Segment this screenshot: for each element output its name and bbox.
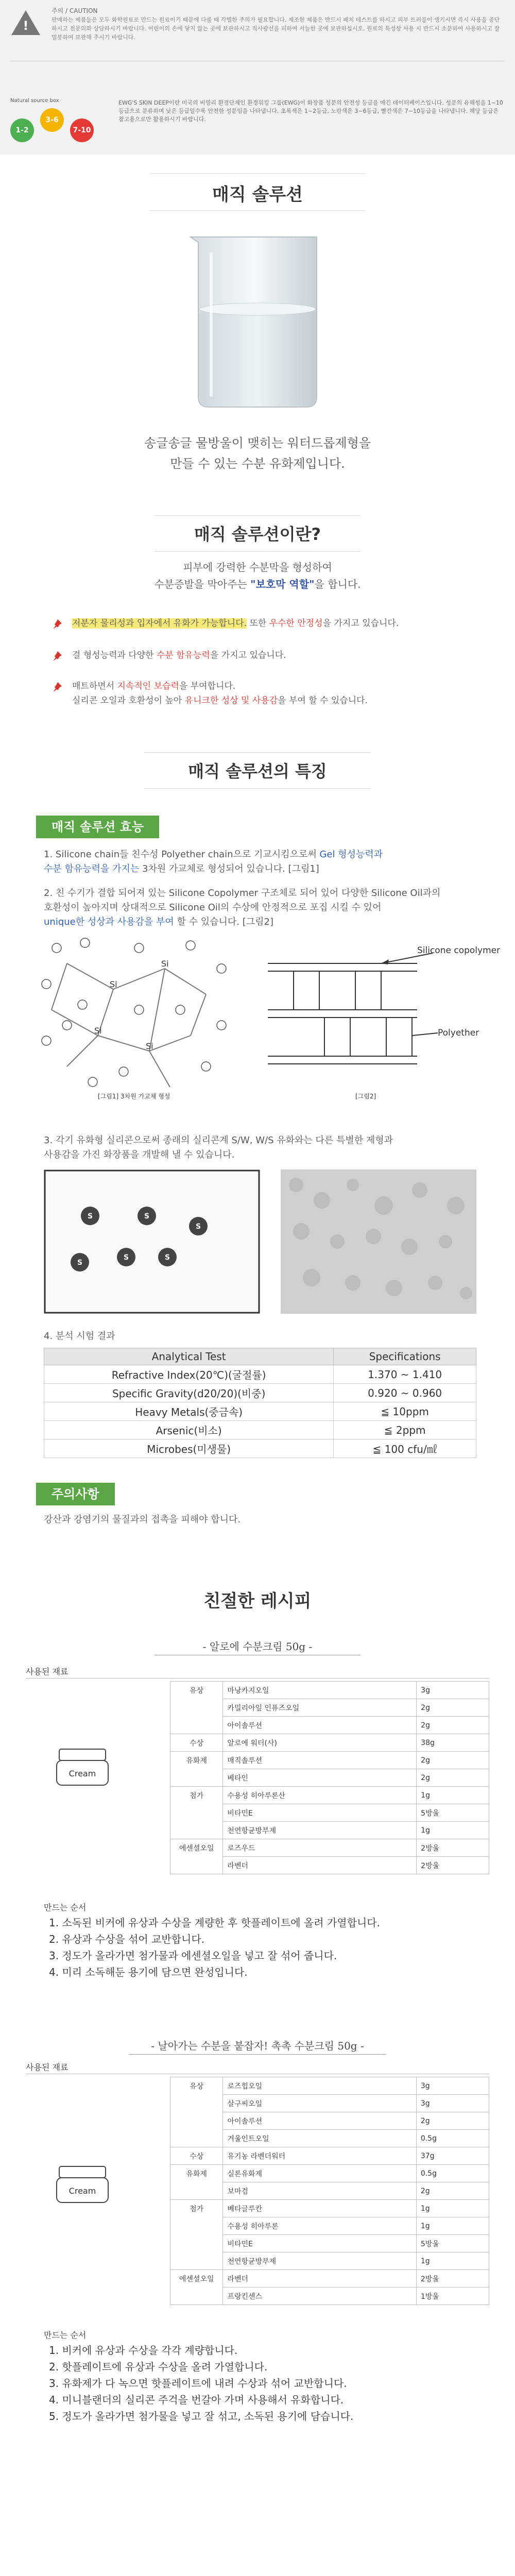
natural-label: Natural source box — [10, 98, 59, 104]
table-row: 베타인 2g — [170, 1769, 489, 1787]
table-row: 보마검 2g — [170, 2182, 489, 2200]
ewg-grade-box — [10, 98, 98, 155]
table-row: 카밀리아잎 인퓨즈오일 2g — [170, 1699, 489, 1717]
pushpin-icon — [52, 618, 63, 630]
table-row: 겨울인트오일 0.5g — [170, 2130, 489, 2147]
table-row: 유화제 매직솔루션 2g — [170, 1752, 489, 1769]
polyether-label: Polyether — [438, 1028, 479, 1038]
divider — [26, 1678, 489, 1679]
caution-title: 주의 / CAUTION — [52, 7, 98, 14]
figure-2-copolymer — [263, 933, 501, 1103]
ewg-description: EWG'S SKIN DEEP이란 미국의 비영리 환경단체인 환경워킹 그룹(EWG)이 화장품 성분의 안전성 등급을 매긴 데이터베이스입니다. 성분의 유해성을 1~10 등급으로 분류하며 낮은 등급일수록 안전한 성분임을 나타냅니다. 초록색은 1~2등급, 노란색은 3~6등급, 빨간색은 7~10등급을 나타냅니다. 해당 등급은 참고용으로만 활용하시기 바랍니다. — [118, 99, 503, 123]
table-row: 천연항균방부제 1g — [170, 1822, 489, 1839]
figure-1-network — [36, 933, 237, 1103]
recipe-1-ingredients-label: 사용된 재료 — [26, 1667, 68, 1676]
cream-jar-icon — [54, 1747, 111, 1788]
svg-text:S: S — [144, 1212, 150, 1221]
table-row: 아이솔루션 2g — [170, 1717, 489, 1734]
what-line2: 수분증발을 막아주는 "보호막 역할"을 합니다. — [154, 578, 361, 590]
recipe-1-steps-title: 만드는 순서 — [44, 1903, 87, 1912]
grade-badge-yellow: 3-6 — [40, 108, 64, 132]
table-row: Microbes(미생물) ≦ 100 cfu/㎖ — [44, 1439, 476, 1458]
notice-text: 강산과 강염기의 물질과의 접촉을 피해야 합니다. — [44, 1514, 241, 1525]
spec-header-row: Analytical Test Specifications — [44, 1348, 476, 1365]
table-row: Heavy Metals(중금속) ≦ 10ppm — [44, 1402, 476, 1421]
caution-text: 판매하는 제품들은 모두 화학원료로 만드는 원료이기 때문에 다룰 때 각별한 주의가 필요합니다. 제조한 제품은 반드시 패치 테스트를 하시고 피부 트러블이 생기시면 즉시 사용을 중단하시고 전문의와 상담하시기 바랍니다. 어린이의 손에 닿지 않는 곳에 보관하시고 직사광선을 피하여 서늘한 곳에 보관하십시오. 원료의 특성상 사용 시 반드시 소분하여 사용하시고 잘 밀봉하여 보관해 주시기 바랍니다. — [52, 16, 500, 41]
grade-badge-green: 1-2 — [10, 118, 34, 142]
table-row: Specific Gravity(d20/20)(비중) 0.920 ~ 0.960 — [44, 1384, 476, 1402]
svg-text:S: S — [164, 1253, 170, 1262]
recipe-1-steps — [49, 1914, 492, 1980]
svg-text:S: S — [77, 1259, 83, 1267]
what-line1: 피부에 강력한 수분막을 형성하여 — [183, 561, 332, 573]
svg-text:Cream: Cream — [68, 1769, 96, 1778]
table-row: 에센셜오일 라벤더 2방울 — [170, 2270, 489, 2287]
copolymer-label: Silicone copolymer — [417, 945, 501, 956]
feature-item-1: 1. Silicone chain들 친수성 Polyether chain으로 기교시킴으로써 Gel 형성능력과 수분 함유능력을 가지는 3차원 가교체로 형성되어 있습니다. [그림1] — [44, 849, 383, 874]
svg-text:S: S — [195, 1223, 201, 1231]
table-row: 첨가 베타글루칸 1g — [170, 2200, 489, 2217]
point-3: 매트하면서 지속적인 보습력을 부여합니다. 실리콘 오일과 호환성이 높아 유니크한 성상 및 사용감을 부여 할 수 있습니다. — [52, 679, 505, 708]
table-row: 라벤더 2방울 — [170, 1857, 489, 1874]
list-item: 3. 유화제가 다 녹으면 핫플레이트에 내려 수상과 섞어 교반합니다. — [49, 2377, 347, 2389]
point-1: 저분자 물리성과 입자에서 유화가 가능합니다. 또한 우수한 안정성을 가지고 있습니다. — [52, 616, 505, 631]
svg-text:Si: Si — [110, 979, 117, 989]
divider — [154, 515, 360, 516]
table-row: 수용성 히아루론 1g — [170, 2217, 489, 2235]
list-item: 1. 소독된 비커에 유상과 수상을 계량한 후 핫플레이트에 올려 가열합니다. — [49, 1917, 380, 1929]
features-title: 매직 솔루션의 특징 — [188, 761, 327, 781]
table-row: 비타민E 5방울 — [170, 2235, 489, 2252]
caution-section: ! 주의 / CAUTION 판매하는 제품들은 모두 화학원료로 만드는 원료이기 때문에 다룰 때 각별한 주의가 필요합니다. 제조한 제품은 반드시 패치 테스트를 하시고 피부 트러블이 생기시면 즉시 사용을 중단하시고 전문의와 상담하시기 바랍니다. 어린이의 손에 닿지 않는 곳에 보관하시고 직사광선을 피하여 서늘한 곳에 보관하십시오. 원료의 특성상 사용 시 반드시 소분하여 사용하시고 잘 밀봉하여 보관해 주시기 바랍니다. Natural source box 1-2 3-6 7-10 EWG'S SKIN DEEP이란 미국의 비영리 환경단체인 환경워킹 그룹(EWG)이 화장품 성분의 안전성 등급을 매긴 데이터베이스입니다. 성분의 유해성을 1~10 등급으로 분류하며 낮은 등급일수록 안전한 성분임을 나타냅니다. 초록색은 1~2등급, 노란색은 3~6등급, 빨간색은 7~10등급을 나타냅니다. 해당 등급은 참고용으로만 활용하시기 바랍니다. — [0, 0, 515, 155]
figure-1-caption: [그림1] 3차원 가교체 형성 — [98, 1093, 170, 1100]
feature-item-3: 3. 각기 유화형 실리콘으로써 종래의 실리콘계 S/W, W/S 유화와는 다른 특별한 제형과 사용감을 가진 화장품을 개발해 낼 수 있습니다. — [44, 1135, 393, 1160]
cream-jar-icon — [54, 2164, 111, 2205]
svg-text:Cream: Cream — [68, 2186, 96, 2196]
hero-desc-line1: 송글송글 물방울이 맺히는 워터드롭제형을 — [144, 436, 371, 450]
table-row: 에센셜오일 로즈우드 2방울 — [170, 1839, 489, 1857]
table-row: 수상 알로에 워터(사) 38g — [170, 1734, 489, 1752]
point-2: 결 형성능력과 다양한 수분 함유능력을 가지고 있습니다. — [52, 648, 505, 663]
notice-tag: 주의사항 — [36, 1484, 115, 1502]
divider — [149, 210, 366, 211]
what-title: 매직 솔루션이란? — [194, 524, 321, 544]
divider — [154, 551, 360, 552]
recipe-2-steps — [49, 2342, 492, 2425]
svg-text:S: S — [123, 1253, 129, 1262]
recipe-1-table — [170, 1681, 489, 1874]
table-row: 살구씨오일 3g — [170, 2095, 489, 2112]
recipe-2-title: - 날아가는 수분을 붙잡자! 촉촉 수분크림 50g - — [151, 2040, 364, 2052]
figure-2-caption: [그림2] — [355, 1093, 376, 1100]
list-item: 5. 정도가 올라가면 첨가물을 넣고 잘 섞고, 소독된 용기에 담습니다. — [49, 2410, 354, 2422]
feature-item-2: 2. 친 수기가 결합 되어져 있는 Silicone Copolymer 구조체로 되어 있어 다양한 Silicone Oil과의 호환성이 높아지며 상대적으로 Silicone Oil의 수상에 안정적으로 포집 시킬 수 있어 unique한 성상과 사용감을 부여 할 수 있습니다. [그림2] — [44, 888, 441, 927]
recipe-2-steps-title: 만드는 순서 — [44, 2330, 87, 2340]
table-row: Refractive Index(20℃)(굴절률) 1.370 ~ 1.410 — [44, 1365, 476, 1384]
list-item: 4. 미니블랜더의 실리콘 주걱을 번갈아 가며 사용해서 유화합니다. — [49, 2394, 344, 2406]
spec-table — [44, 1348, 476, 1458]
svg-text:Si: Si — [146, 1041, 153, 1051]
table-row: 유상 마낭카지오일 3g — [170, 1682, 489, 1699]
table-row: 아이솔루션 2g — [170, 2112, 489, 2130]
svg-text:Si: Si — [161, 959, 169, 969]
divider — [144, 752, 371, 753]
divider — [149, 173, 366, 174]
hero-desc-line2: 만들 수 있는 수분 유화제입니다. — [170, 456, 345, 471]
table-row: 수상 유기농 라벤더워터 37g — [170, 2147, 489, 2165]
table-row: 유상 로즈힙오일 3g — [170, 2077, 489, 2095]
table-row: 첨가 수용성 히아루론산 1g — [170, 1787, 489, 1804]
divider — [144, 788, 371, 789]
list-item: 2. 유상과 수상을 섞어 교반합니다. — [49, 1933, 205, 1945]
pushpin-icon — [52, 681, 63, 692]
features-tag: 매직 솔루션 효능 — [36, 817, 159, 835]
table-row: Arsenic(비소) ≦ 2ppm — [44, 1421, 476, 1439]
divider — [129, 2054, 386, 2055]
table-row: 프랑킨센스 1방울 — [170, 2287, 489, 2305]
recipe-2-ingredients-label: 사용된 재료 — [26, 2062, 68, 2072]
table-row: 천연항균방부제 1g — [170, 2252, 489, 2270]
figure-3-droplets — [44, 1170, 260, 1314]
table-row: 유화제 실론유화제 0.5g — [170, 2165, 489, 2182]
beaker-image — [170, 232, 345, 412]
svg-text:Si: Si — [94, 1026, 102, 1036]
grade-badge-red: 7-10 — [70, 118, 94, 142]
feature-item-4: 4. 분석 시험 결과 — [44, 1331, 115, 1342]
recipe-1-title: - 알로에 수분크림 50g - — [202, 1640, 313, 1653]
svg-text:S: S — [87, 1212, 93, 1221]
list-item: 1. 비커에 유상과 수상을 각각 계량합니다. — [49, 2344, 238, 2357]
list-item: 2. 핫플레이트에 유상과 수상을 올려 가열합니다. — [49, 2361, 268, 2373]
hero-title: 매직 솔루션 — [212, 184, 303, 205]
table-row: 비타민E 5방울 — [170, 1804, 489, 1822]
list-item: 3. 정도가 올라가면 첨가물과 에센셜오일을 넣고 잘 섞어 줍니다. — [49, 1950, 337, 1962]
pushpin-icon — [52, 650, 63, 662]
figure-3-micrograph — [281, 1170, 476, 1314]
recipe-title: 친절한 레시피 — [203, 1591, 312, 1612]
recipe-2-table — [170, 2077, 489, 2305]
list-item: 4. 미리 소독해둔 용기에 담으면 완성입니다. — [49, 1966, 248, 1978]
